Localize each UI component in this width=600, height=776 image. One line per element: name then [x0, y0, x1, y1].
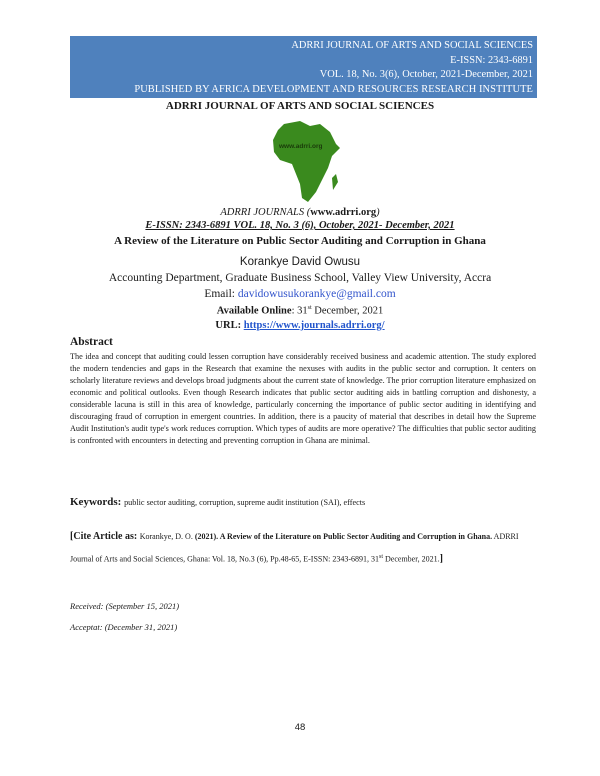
email-line: [0, 288, 600, 300]
url-line: [0, 320, 600, 331]
citation-date: December, 2021.: [383, 554, 440, 564]
journals-suffix: ): [376, 207, 380, 218]
author-name: Korankye David Owusu: [239, 256, 361, 268]
citation-block: [70, 526, 540, 570]
keywords-text: public sector auditing, corruption, supreme audit institution (SAI), effects: [124, 498, 366, 507]
received-date: Received: (September 15, 2021): [70, 601, 180, 611]
citation-authors: Korankye, D. O.: [139, 532, 195, 541]
page-number: 48: [294, 722, 306, 733]
journals-line: [0, 207, 600, 218]
citation-open-bracket: [: [70, 531, 74, 542]
keywords-line: [70, 496, 540, 508]
available-online-date: December, 2021: [311, 305, 384, 317]
citation-title: A Review of the Literature on Public Sector Auditing and Corruption in Ghana.: [219, 532, 493, 541]
page-title: ADRRI JOURNAL OF ARTS AND SOCIAL SCIENCES: [165, 100, 435, 112]
email-link[interactable]: davidowusukorankye@gmail.com: [237, 288, 396, 300]
author-affiliation: Accounting Department, Graduate Business School, Valley View University, Accra: [108, 272, 492, 284]
header-volume: VOL. 18, No. 3(6), October, 2021-December, 2021: [319, 69, 533, 80]
abstract-text: The idea and concept that auditing could lessen corruption have considerably received business and academic attention. The study explored the modern tendencies and gaps in the Research that examine the nexuses with audits in the public sector and corruption. It centers on scholarly literature reviews and develops broad judgments about the current state of knowledge. The prior corruption literature emphasized on economic and political outlooks. Even though Research indicates that public sector auditing aids in battling corruption and dishonesty, a considerable lacuna is still in this area of knowledge, particularly concerning the importance of public sector auditing in identifying and discouraging fraud of corruption in emergent countries. In addition, there is a paucity of material that describes in detail how the Supreme Audit Institution's audit type's work reduces corruption. Which types of audits are more operative? The difficulties that public sector auditing is confronted with encounters in detecting and preventing corruption in Ghana are minimal.: [70, 352, 536, 446]
email-label: Email:: [204, 288, 238, 300]
available-online-line: [0, 305, 600, 317]
accepted-date: Acceptat: (December 31, 2021): [70, 622, 178, 632]
citation-sup: st: [379, 554, 384, 560]
available-online-label: Available Online: [216, 305, 292, 317]
header-publisher: PUBLISHED BY AFRICA DEVELOPMENT AND RESOURCES RESEARCH INSTITUTE: [134, 83, 533, 95]
url-label: URL:: [215, 320, 244, 331]
available-online-day: : 31: [291, 305, 308, 317]
journals-prefix: ADRRI JOURNALS (: [220, 207, 311, 218]
citation-details: ADRRI Journal of Arts and Social Sciences, Ghana: Vol. 18, No.3 (6), Pp.48-65, E-ISSN: 2343-6891, 31: [70, 532, 519, 564]
header-eissn: E-ISSN: 2343-6891: [450, 54, 533, 66]
abstract-heading: Abstract: [70, 336, 113, 348]
keywords-label: Keywords:: [70, 496, 125, 508]
available-online-sup: st: [307, 305, 312, 311]
citation-year: (2021).: [194, 532, 220, 541]
journals-site: www.adrri.org: [310, 207, 377, 218]
journal-header-banner: [70, 36, 537, 98]
header-journal-name: ADRRI JOURNAL OF ARTS AND SOCIAL SCIENCES: [291, 40, 533, 51]
journal-url-link[interactable]: https://www.journals.adrri.org/: [243, 320, 385, 331]
issn-line: E-ISSN: 2343-6891 VOL. 18, No. 3 (6), October, 2021- December, 2021: [145, 220, 455, 231]
citation-label: Cite Article as:: [73, 531, 140, 542]
citation-close-bracket: ]: [439, 553, 443, 565]
africa-map-icon: [270, 118, 342, 206]
article-title: A Review of the Literature on Public Sector Auditing and Corruption in Ghana: [114, 235, 486, 247]
logo-text: www.adrri.org: [279, 143, 323, 150]
